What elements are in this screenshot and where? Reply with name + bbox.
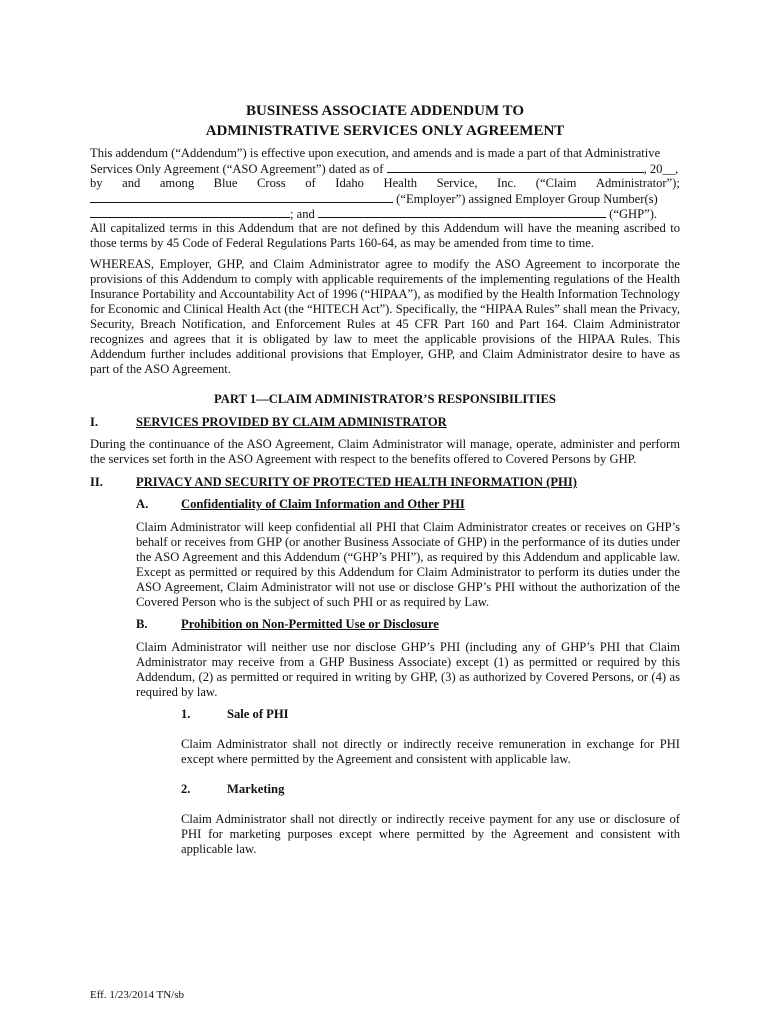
section-1-body: During the continuance of the ASO Agreement, Claim Administrator will manage, operate, administer and perform the services set forth in the ASO Agreement with respect to the benefits offered to Covered Persons by GHP. bbox=[90, 437, 680, 466]
intro-definitions: All capitalized terms in this Addendum that are not defined by this Addendum will have the meaning ascribed to those terms by 45 Code of Federal Regulations Parts 160-64, as may be amended from time to time. bbox=[90, 221, 680, 250]
section-b-title: Prohibition on Non-Permitted Use or Disclosure bbox=[181, 617, 439, 631]
intro-line-3-word: Administrator”); bbox=[595, 176, 680, 190]
part-1-heading: PART 1—CLAIM ADMINISTRATOR’S RESPONSIBILITIES bbox=[214, 392, 556, 406]
intro-line-3-word: Inc. bbox=[497, 176, 517, 190]
date-blank[interactable] bbox=[387, 161, 644, 173]
intro-line-3-word: by bbox=[90, 176, 103, 190]
subsection-1-body: Claim Administrator shall not directly or indirectly receive remuneration in exchange for PHI except where permitted by the Agreement and consistent with applicable law. bbox=[181, 737, 680, 766]
subsection-2-title: Marketing bbox=[227, 782, 285, 796]
footer-revision: Eff. 1/23/2014 TN/sb bbox=[90, 989, 185, 1001]
intro-line-3-word: Idaho bbox=[335, 176, 364, 190]
employer-blank[interactable] bbox=[90, 191, 393, 203]
subsection-1-title: Sale of PHI bbox=[227, 707, 289, 721]
intro-line-3-word: of bbox=[305, 176, 316, 190]
section-a-number: A. bbox=[136, 497, 149, 511]
intro-line-3-word: Blue bbox=[213, 176, 238, 190]
section-2-title: PRIVACY AND SECURITY OF PROTECTED HEALTH INFORMATION (PHI) bbox=[136, 475, 577, 489]
intro-line-3 bbox=[90, 176, 680, 191]
section-1-number: I. bbox=[90, 415, 99, 429]
section-b-number: B. bbox=[136, 617, 148, 631]
title-line-1: BUSINESS ASSOCIATE ADDENDUM TO bbox=[245, 103, 524, 119]
ghp-blank[interactable] bbox=[318, 206, 606, 218]
intro-line-3-word: among bbox=[159, 176, 195, 190]
intro-line-3-word: Cross bbox=[256, 176, 286, 190]
intro-line-4: (“Employer”) assigned Employer Group Number(s) bbox=[90, 191, 680, 207]
subsection-1-number: 1. bbox=[181, 707, 191, 721]
section-1-title: SERVICES PROVIDED BY CLAIM ADMINISTRATOR bbox=[136, 415, 447, 429]
title-line-2: ADMINISTRATIVE SERVICES ONLY AGREEMENT bbox=[205, 123, 565, 139]
intro-line-3-word: and bbox=[122, 176, 141, 190]
section-a-title: Confidentiality of Claim Information and Other PHI bbox=[181, 497, 465, 511]
intro-line-1: This addendum (“Addendum”) is effective upon execution, and amends and is made a part of that Administrative bbox=[90, 146, 661, 160]
group-number-blank[interactable] bbox=[90, 206, 290, 218]
intro-line-3-word: (“Claim bbox=[535, 176, 577, 190]
intro-line-3-word: Service, bbox=[436, 176, 478, 190]
section-a-body: Claim Administrator will keep confidential all PHI that Claim Administrator creates or receives on GHP’s behalf or receives from GHP (or another Business Associate of GHP) in the performance of its duties under the ASO Agreement and this Addendum (“GHP’s PHI”), as required by this Addendum and applicable law. Except as permitted or required by this Addendum for Claim Administrator to perform its duties under the ASO Agreement, Claim Administrator will not use or disclose GHP’s PHI without the authorization of the Covered Person who is the subject of such PHI or as required by Law. bbox=[136, 520, 680, 609]
subsection-2-body: Claim Administrator shall not directly or indirectly receive payment for any use or disclosure of PHI for marketing purposes except where permitted by the Agreement and consistent with applicable law. bbox=[181, 812, 680, 856]
section-b-body: Claim Administrator will neither use nor disclose GHP’s PHI (including any of GHP’s PHI that Claim Administrator may receive from a GHP Business Associate) except (1) as permitted or required by this Addendum, (2) as permitted or required in writing by GHP, (3) as authorized by Covered Persons, or (4) as required by law. bbox=[136, 640, 680, 699]
section-2-number: II. bbox=[90, 475, 103, 489]
intro-line-2: Services Only Agreement (“ASO Agreement”) dated as of , 20__, bbox=[90, 162, 679, 176]
subsection-2-number: 2. bbox=[181, 782, 191, 796]
whereas-paragraph: WHEREAS, Employer, GHP, and Claim Administrator agree to modify the ASO Agreement to incorporate the provisions of this Addendum to comply with applicable requirements of the implementing regulations of the Health Insurance Portability and Accountability Act of 1996 (“HIPAA”), as modified by the Health Information Technology for Economic and Clinical Health Act (the “HITECH Act”). Specifically, the “HIPAA Rules” shall mean the Privacy, Security, Breach Notification, and Enforcement Rules at 45 CFR Part 160 and Part 164. Claim Administrator recognizes and agrees that it is obligated by law to meet the applicable provisions of the HIPAA Rules. This Addendum further includes additional provisions that Employer, GHP, and Claim Administrator desire to have as part of the ASO Agreement. bbox=[90, 257, 680, 376]
intro-line-3-word: Health bbox=[383, 176, 418, 190]
intro-line-5: ; and (“GHP”). bbox=[90, 206, 680, 222]
